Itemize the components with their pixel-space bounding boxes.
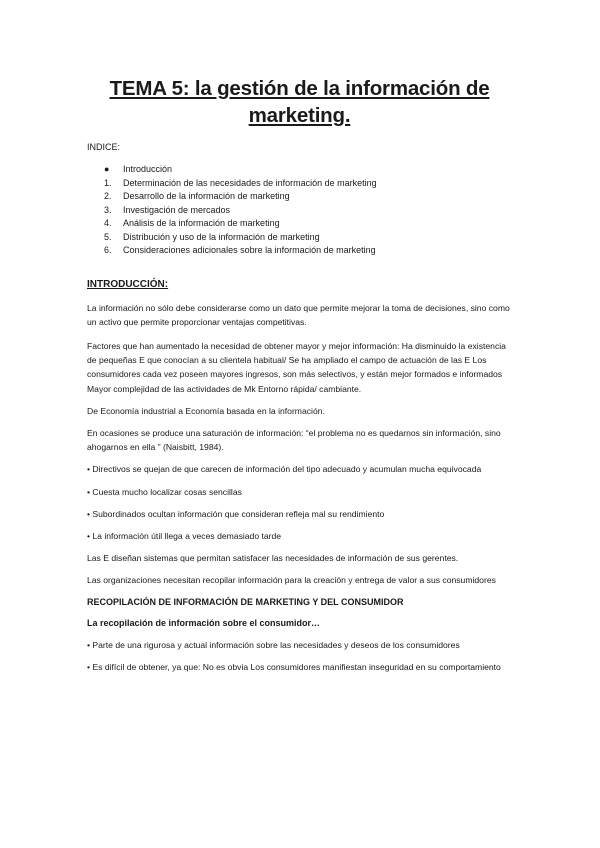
index-item <box>87 244 512 258</box>
paragraph: De Economía industrial a Economía basada en la información. <box>87 405 325 416</box>
paragraph: Las E diseñan sistemas que permitan satisfacer las necesidades de información de sus gerentes. <box>87 553 459 564</box>
title-line-1: TEMA 5: la gestión de la información de <box>109 77 490 100</box>
index-item-marker: ● <box>104 164 110 174</box>
bullet-paragraph: • La información útil llega a veces demasiado tarde <box>87 530 282 541</box>
index-item <box>87 204 512 218</box>
index-item-marker: 4. <box>104 218 112 228</box>
introduction-heading: INTRODUCCIÓN: <box>87 278 169 290</box>
index-item-text: Análisis de la información de marketing <box>123 218 280 228</box>
index-item-text: Distribución y uso de la información de marketing <box>123 231 320 242</box>
index-item-marker: 1. <box>104 177 112 188</box>
paragraph: La información no sólo debe considerarse como un dato que permite mejorar la toma de decisiones, sino como un activo que permite proporcionar ventajas competitivas. <box>87 302 510 327</box>
section-subheading: La recopilación de información sobre el consumidor… <box>87 617 321 628</box>
title-line-2: marketing. <box>248 104 351 127</box>
document-title <box>87 0 512 129</box>
index-item-marker: 6. <box>104 245 112 255</box>
index-item-text: Introducción <box>123 164 173 174</box>
index-item-text: Consideraciones adicionales sobre la información de marketing <box>123 245 376 255</box>
index-item <box>87 190 512 204</box>
index-item-marker: 3. <box>104 204 112 215</box>
index-item-text: Determinación de las necesidades de información de marketing <box>123 177 377 188</box>
index-item-text: Desarrollo de la información de marketing <box>123 191 290 201</box>
bullet-paragraph: • Cuesta mucho localizar cosas sencillas <box>87 486 242 497</box>
paragraph: Factores que han aumentado la necesidad de obtener mayor y mejor información: Ha disminuido la existencia de pequeñas E que conocían a su clientela habitual/ Se ha ampliado el campo de actuación de las E Los consumidores cada vez poseen mayores ingresos, son más selectivos, y están mejor formados e informados Mayor complejidad de las actividades de Mk Entorno rápida/ cambiante. <box>87 340 506 394</box>
index-item <box>87 177 512 191</box>
index-label: INDICE: <box>87 142 121 152</box>
bullet-paragraph: • Es difícil de obtener, ya que: No es obvia Los consumidores manifiestan inseguridad en su comportamiento <box>87 661 501 672</box>
index-item-text: Investigación de mercados <box>123 204 231 215</box>
paragraph: Las organizaciones necesitan recopilar información para la creación y entrega de valor a sus consumidores <box>87 575 496 586</box>
paragraph: En ocasiones se produce una saturación de información: “el problema no es quedarnos sin información, sino ahogarnos en ella ” (Naisbitt, 1984). <box>87 427 501 453</box>
index-list <box>87 163 512 258</box>
bullet-paragraph: • Directivos se quejan de que carecen de información del tipo adecuado y acumulan mucha equivocada <box>87 464 482 475</box>
bullet-paragraph: • Parte de una rigurosa y actual información sobre las necesidades y deseos de los consumidores <box>87 639 460 650</box>
section-heading-recopilacion: RECOPILACIÓN DE INFORMACIÓN DE MARKETING Y DEL CONSUMIDOR <box>87 596 404 607</box>
index-item <box>87 231 512 245</box>
index-item <box>87 217 512 231</box>
index-item <box>87 163 512 177</box>
index-item-marker: 2. <box>104 191 112 201</box>
bullet-paragraph: • Subordinados ocultan información que consideran refleja mal su rendimiento <box>87 508 385 519</box>
index-item-marker: 5. <box>104 231 112 242</box>
